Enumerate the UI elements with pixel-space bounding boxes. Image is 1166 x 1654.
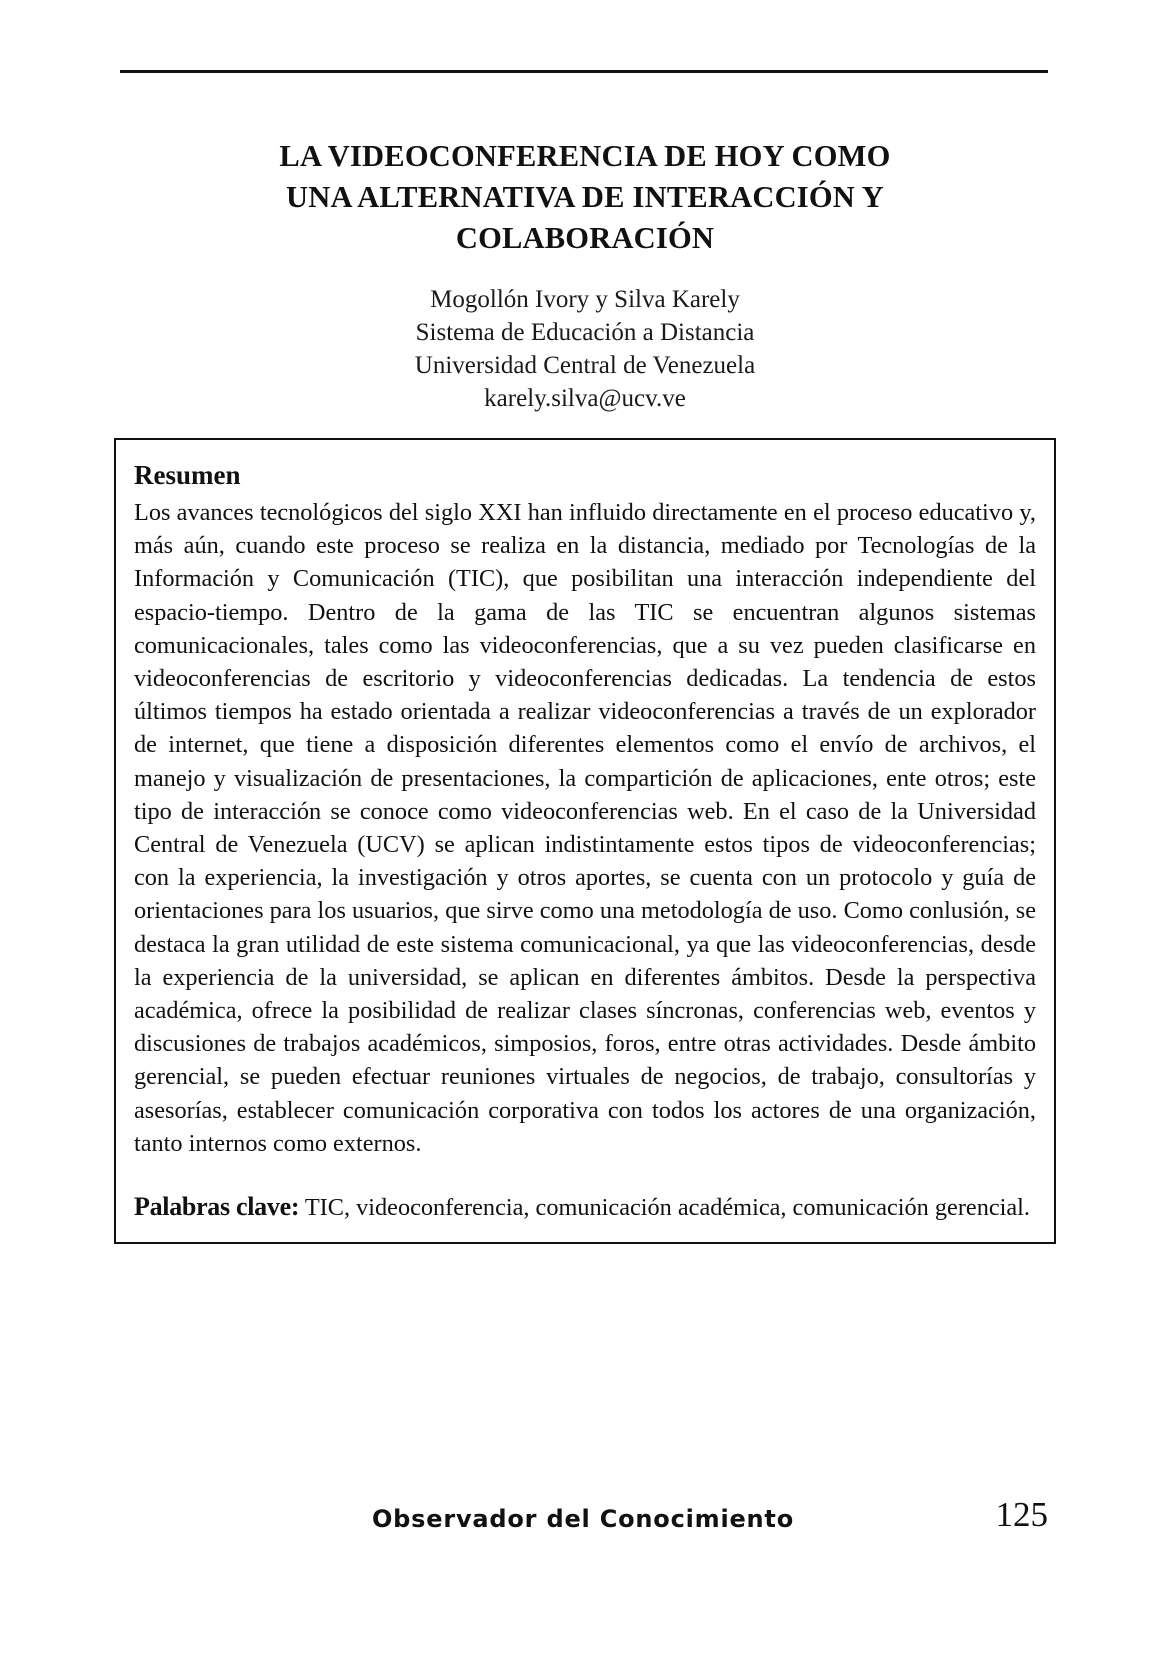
header-rule (120, 70, 1048, 73)
journal-name: Observador del Conocimiento (371, 1505, 794, 1533)
abstract-box (114, 438, 1056, 1244)
keywords-list: TIC, videoconferencia, comunicación académica, comunicación gerencial. (299, 1194, 1030, 1222)
title-line-1: LA VIDEOCONFERENCIA DE HOY COMO (279, 139, 891, 173)
abstract-heading: Resumen (134, 460, 241, 490)
title-line-2: UNA ALTERNATIVA DE INTERACCIÓN Y (286, 180, 884, 214)
keywords-label: Palabras clave: (134, 1192, 300, 1222)
keywords-paragraph (134, 1190, 1036, 1224)
abstract-body: Los avances tecnológicos del siglo XXI han influido directamente en el proceso educativo y, más aún, cuando este proceso se realiza en la distancia, mediado por Tecnologías de la Información y Comunicación (TIC), que posibilitan una interacción independiente del espacio-tiempo. Dentro de la gama de las TIC se encuentran algunos sistemas comunicacionales, tales como las videoconferencias, que a su vez pueden clasificarse en videoconferencias de escritorio y videoconferencias dedicadas. La tendencia de estos últimos tiempos ha estado orientada a realizar videoconferencias a través de un explorador de internet, que tiene a disposición diferentes elementos como el envío de archivos, el manejo y visualización de presentaciones, la compartición de aplicaciones, ente otros; este tipo de interacción se conoce como videoconferencias web. En el caso de la Universidad Central de Venezuela (UCV) se aplican indistintamente estos tipos de videoconferencias; con la experiencia, la investigación y otros aportes, se cuenta con un protocolo y guía de orientaciones para los usuarios, que sirve como una metodología de uso. Como conlusión, se destaca la gran utilidad de este sistema comunicacional, ya que las videoconferencias, desde la experiencia de la universidad, se aplican en diferentes ámbitos. Desde la perspectiva académica, ofrece la posibilidad de realizar clases síncronas, conferencias web, eventos y discusiones de trabajos académicos, simposios, foros, entre otras actividades. Desde ámbito gerencial, se pueden efectuar reuniones virtuales de negocios, de trabajo, consultorías y asesorías, establecer comunicación corporativa con todos los actores de una organización, tanto internos como externos. (134, 499, 1036, 1157)
author-names: Mogollón Ivory y Silva Karely (430, 286, 740, 313)
title-line-3: COLABORACIÓN (455, 221, 715, 255)
page-number: 125 (995, 1495, 1048, 1534)
page-footer (0, 1495, 1166, 1551)
page-title (150, 136, 1020, 259)
department-name: Sistema de Educación a Distancia (415, 319, 755, 346)
institution-name: Universidad Central de Venezuela (414, 352, 756, 379)
author-affiliation-block (150, 283, 1020, 415)
contact-email: karely.silva@ucv.ve (484, 385, 686, 412)
